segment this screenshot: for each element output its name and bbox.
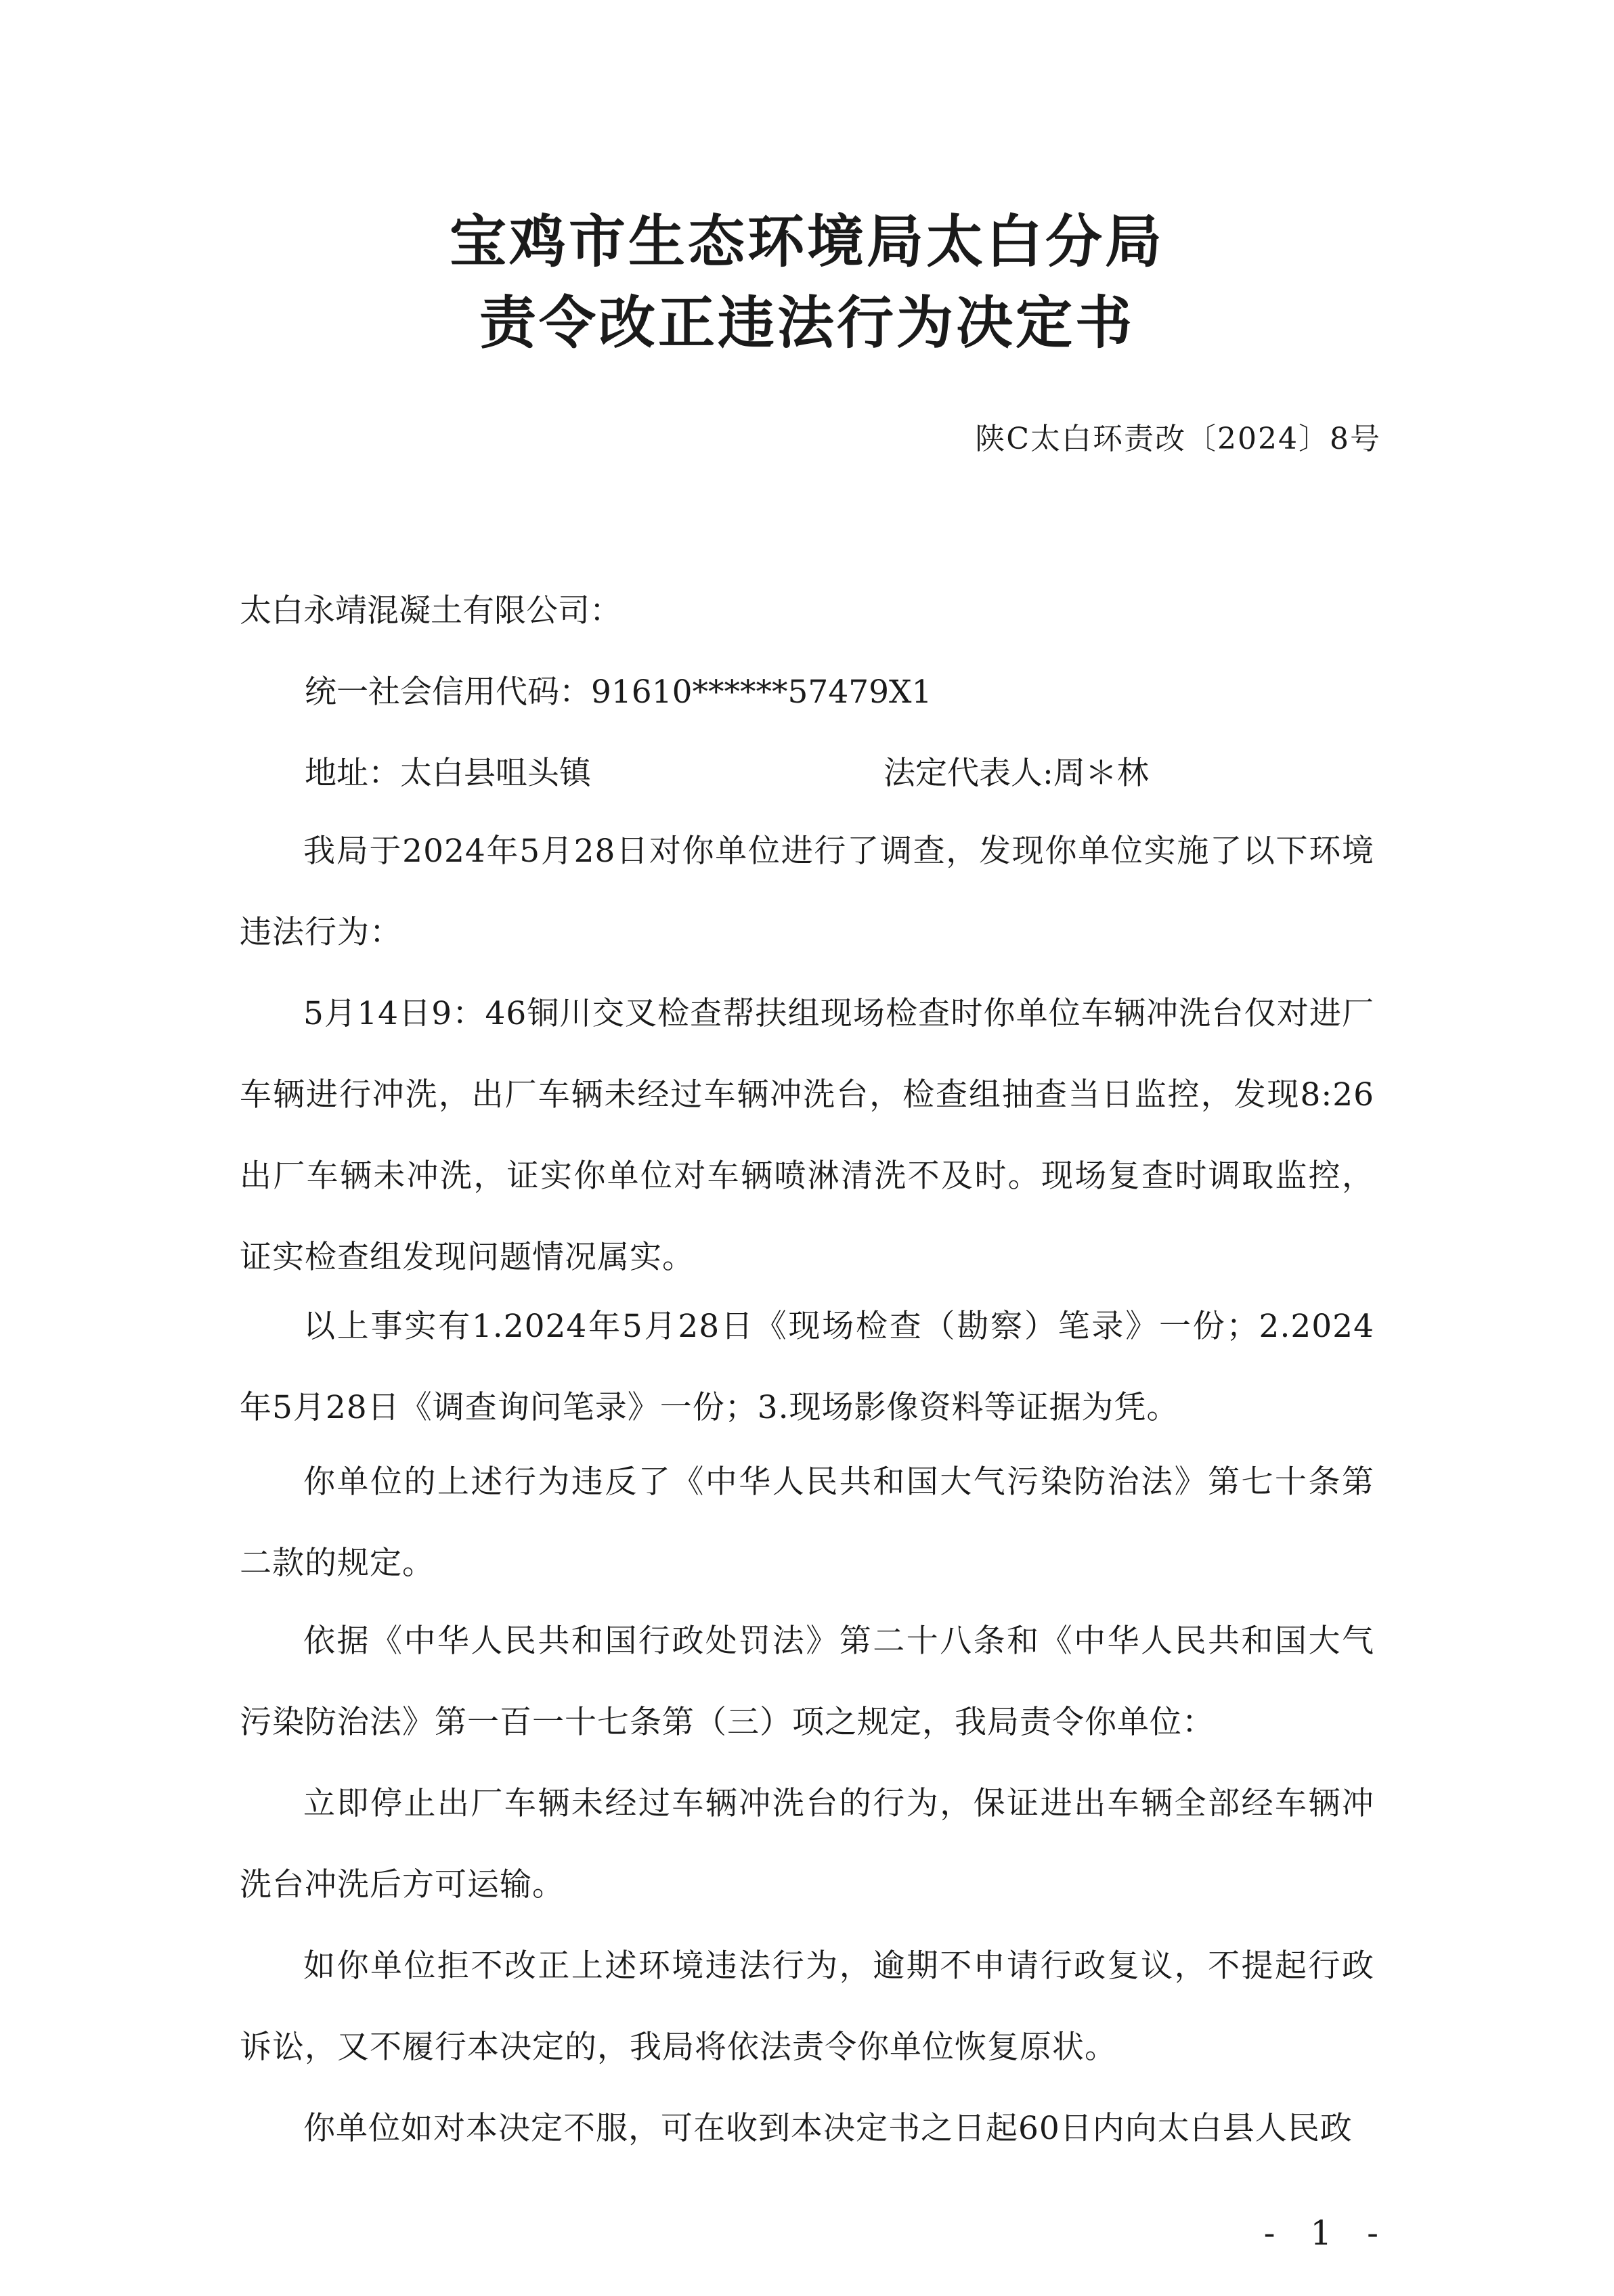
address: 地址：太白县咀头镇	[305, 755, 591, 792]
paragraph-appeal: 你单位如对本决定不服，可在收到本决定书之日起60日内向太白县人民政	[303, 2110, 1353, 2147]
document-number: 陕C太白环责改〔2024〕8号	[975, 422, 1381, 456]
paragraph-violation: 你单位的上述行为违反了《中华人民共和国大气污染防治法》第七十条第二款的规定。	[240, 1463, 1374, 1582]
legal-representative: 法定代表人:周＊林	[884, 755, 1149, 792]
addressee: 太白永靖混凝土有限公司：	[240, 592, 621, 630]
document-title-line2: 责令改正违法行为决定书	[479, 289, 1135, 356]
paragraph-facts: 5月14日9：46铜川交叉检查帮扶组现场检查时你单位车辆冲洗台仅对进厂车辆进行冲洗，出厂车辆未经过车辆冲洗台，检查组抽查当日监控，发现8:26出厂车辆未冲洗，证实你单位对车辆喷淋清洗不及时。现场复查时调取监控，证实检查组发现问题情况属实。	[240, 995, 1374, 1276]
paragraph-order: 立即停止出厂车辆未经过车辆冲洗台的行为，保证进出车辆全部经车辆冲洗台冲洗后方可运输。	[240, 1785, 1374, 1903]
paragraph-investigation: 我局于2024年5月28日对你单位进行了调查，发现你单位实施了以下环境违法行为：	[240, 833, 1374, 951]
credit-code: 统一社会信用代码：91610******57479X1	[305, 674, 932, 711]
paragraph-evidence: 以上事实有1.2024年5月28日《现场检查（勘察）笔录》一份；2.2024年5月28日《调查询问笔录》一份；3.现场影像资料等证据为凭。	[240, 1308, 1374, 1426]
paragraph-consequence: 如你单位拒不改正上述环境违法行为，逾期不申请行政复议，不提起行政诉讼，又不履行本决定的，我局将依法责令你单位恢复原状。	[240, 1947, 1374, 2066]
page-number: - 1 -	[1263, 2213, 1391, 2253]
paragraph-legal-basis: 依据《中华人民共和国行政处罚法》第二十八条和《中华人民共和国大气污染防治法》第一百一十七条第（三）项之规定，我局责令你单位：	[240, 1622, 1374, 1741]
document-title-line1: 宝鸡市生态环境局太白分局	[449, 208, 1164, 275]
